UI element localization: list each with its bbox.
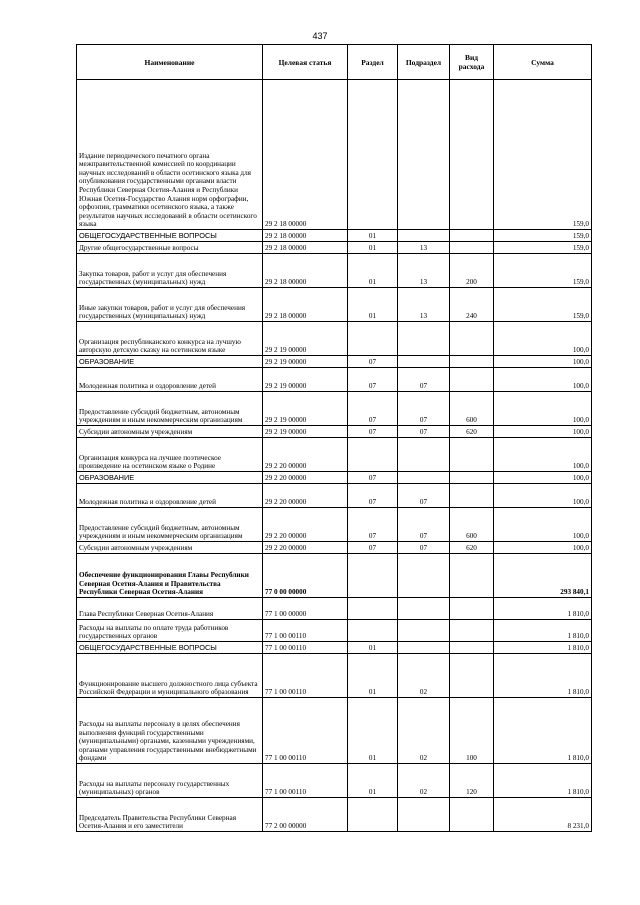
row-expense: 200 bbox=[450, 254, 494, 288]
row-expense: 620 bbox=[450, 542, 494, 554]
row-subsection bbox=[398, 322, 450, 356]
row-subsection: 02 bbox=[398, 654, 450, 698]
row-subsection bbox=[398, 356, 450, 368]
row-section: 01 bbox=[348, 254, 398, 288]
table-row bbox=[77, 642, 592, 654]
row-target: 77 1 00 00000 bbox=[263, 598, 348, 620]
row-amount: 293 840,1 bbox=[494, 554, 592, 598]
row-expense bbox=[450, 356, 494, 368]
row-section: 01 bbox=[348, 288, 398, 322]
row-target: 29 2 20 00000 bbox=[263, 484, 348, 508]
table-row bbox=[77, 230, 592, 242]
row-subsection: 07 bbox=[398, 508, 450, 542]
row-section bbox=[348, 798, 398, 832]
row-amount: 100,0 bbox=[494, 392, 592, 426]
row-section: 01 bbox=[348, 698, 398, 764]
row-name: ОБРАЗОВАНИЕ bbox=[77, 356, 263, 368]
table-row bbox=[77, 484, 592, 508]
row-amount: 8 231,0 bbox=[494, 798, 592, 832]
row-amount: 159,0 bbox=[494, 230, 592, 242]
table-row bbox=[77, 620, 592, 642]
row-expense: 600 bbox=[450, 392, 494, 426]
row-section: 01 bbox=[348, 230, 398, 242]
row-subsection: 07 bbox=[398, 542, 450, 554]
row-name: Расходы на выплаты по оплате труда работников государственных органов bbox=[77, 620, 263, 642]
table-row bbox=[77, 508, 592, 542]
row-subsection: 02 bbox=[398, 764, 450, 798]
row-expense bbox=[450, 554, 494, 598]
row-name: Расходы на выплаты персоналу государственных (муниципальных) органов bbox=[77, 764, 263, 798]
table-row bbox=[77, 598, 592, 620]
row-section bbox=[348, 438, 398, 472]
table-row bbox=[77, 472, 592, 484]
row-expense bbox=[450, 654, 494, 698]
row-amount: 1 810,0 bbox=[494, 654, 592, 698]
row-expense bbox=[450, 80, 494, 230]
row-section: 07 bbox=[348, 508, 398, 542]
table-row bbox=[77, 698, 592, 764]
table-row bbox=[77, 426, 592, 438]
row-subsection bbox=[398, 798, 450, 832]
row-subsection bbox=[398, 472, 450, 484]
row-name: Расходы на выплаты персоналу в целях обеспечения выполнения функций государственными (муниципальными) органами, казенными учреждениями, органами управления государственными внебюджетными фондами bbox=[77, 698, 263, 764]
row-section bbox=[348, 620, 398, 642]
row-target: 29 2 20 00000 bbox=[263, 438, 348, 472]
row-target: 29 2 18 00000 bbox=[263, 80, 348, 230]
table-row bbox=[77, 392, 592, 426]
table-row bbox=[77, 554, 592, 598]
table-row bbox=[77, 798, 592, 832]
header-name: Наименование bbox=[77, 45, 263, 80]
row-name: Другие общегосударственные вопросы bbox=[77, 242, 263, 254]
row-target: 29 2 19 00000 bbox=[263, 368, 348, 392]
row-target: 29 2 18 00000 bbox=[263, 254, 348, 288]
row-section: 07 bbox=[348, 484, 398, 508]
row-name: Предоставление субсидий бюджетным, автономным учреждениям и иным некоммерческим организациям bbox=[77, 508, 263, 542]
row-subsection bbox=[398, 554, 450, 598]
row-amount: 159,0 bbox=[494, 288, 592, 322]
row-section: 01 bbox=[348, 654, 398, 698]
table-row bbox=[77, 80, 592, 230]
header-expense-type bbox=[450, 45, 494, 80]
header-subsection: Подраздел bbox=[398, 45, 450, 80]
row-subsection: 07 bbox=[398, 392, 450, 426]
row-subsection: 07 bbox=[398, 426, 450, 438]
row-expense bbox=[450, 242, 494, 254]
header-amount: Сумма bbox=[494, 45, 592, 80]
table-row bbox=[77, 438, 592, 472]
row-expense: 100 bbox=[450, 698, 494, 764]
row-section: 01 bbox=[348, 242, 398, 254]
row-target: 77 1 00 00110 bbox=[263, 764, 348, 798]
row-amount: 1 810,0 bbox=[494, 764, 592, 798]
row-section bbox=[348, 554, 398, 598]
row-target: 77 1 00 00110 bbox=[263, 698, 348, 764]
row-expense bbox=[450, 798, 494, 832]
row-name: ОБРАЗОВАНИЕ bbox=[77, 472, 263, 484]
table-row bbox=[77, 254, 592, 288]
table-row bbox=[77, 764, 592, 798]
row-expense: 120 bbox=[450, 764, 494, 798]
row-amount: 100,0 bbox=[494, 508, 592, 542]
row-section: 07 bbox=[348, 426, 398, 438]
header-expense-type-line2: расхода bbox=[458, 62, 485, 71]
row-subsection: 02 bbox=[398, 698, 450, 764]
row-section: 01 bbox=[348, 764, 398, 798]
row-subsection: 07 bbox=[398, 484, 450, 508]
row-target: 29 2 19 00000 bbox=[263, 426, 348, 438]
row-target: 77 1 00 00110 bbox=[263, 642, 348, 654]
row-section: 01 bbox=[348, 642, 398, 654]
row-name: Молодежная политика и оздоровление детей bbox=[77, 368, 263, 392]
row-amount: 1 810,0 bbox=[494, 598, 592, 620]
row-name: Издание периодического печатного органа межправительственной комиссией по координации научных исследований в области осетинского языка для опубликования государственными органами власти Республики Северная Осетия-Алания и Республики Южная Осетия-Государство Алания норм орфографии, орфоэпии, грамматики осетинского языка, а также результатов научных исследований в области осетинского языка bbox=[77, 80, 263, 230]
row-expense bbox=[450, 368, 494, 392]
row-amount: 159,0 bbox=[494, 242, 592, 254]
page-number: 437 bbox=[312, 31, 328, 41]
row-target: 77 0 00 00000 bbox=[263, 554, 348, 598]
row-name: Организация конкурса на лучшее поэтическое произведение на осетинском языке о Родине bbox=[77, 438, 263, 472]
row-name: Организация республиканского конкурса на лучшую авторскую детскую сказку на осетинском языке bbox=[77, 322, 263, 356]
row-target: 29 2 19 00000 bbox=[263, 322, 348, 356]
table-row bbox=[77, 368, 592, 392]
row-subsection: 13 bbox=[398, 242, 450, 254]
row-target: 29 2 18 00000 bbox=[263, 288, 348, 322]
table-header-row bbox=[77, 45, 592, 80]
row-target: 77 1 00 00110 bbox=[263, 620, 348, 642]
row-amount: 100,0 bbox=[494, 472, 592, 484]
row-subsection bbox=[398, 230, 450, 242]
row-target: 29 2 18 00000 bbox=[263, 242, 348, 254]
row-section bbox=[348, 598, 398, 620]
row-amount: 100,0 bbox=[494, 368, 592, 392]
row-name: Обеспечение функционирования Главы Республики Северная Осетия-Алания и Правительства Республики Северная Осетия-Алания bbox=[77, 554, 263, 598]
row-name: Субсидии автономным учреждениям bbox=[77, 426, 263, 438]
row-subsection bbox=[398, 80, 450, 230]
row-name: Председатель Правительства Республики Северная Осетия-Алания и его заместители bbox=[77, 798, 263, 832]
row-expense bbox=[450, 484, 494, 508]
row-section: 07 bbox=[348, 356, 398, 368]
row-target: 29 2 20 00000 bbox=[263, 508, 348, 542]
row-amount: 100,0 bbox=[494, 542, 592, 554]
row-amount: 1 810,0 bbox=[494, 620, 592, 642]
row-expense bbox=[450, 620, 494, 642]
table-row bbox=[77, 288, 592, 322]
row-subsection bbox=[398, 642, 450, 654]
row-subsection: 13 bbox=[398, 288, 450, 322]
row-name: Функционирование высшего должностного лица субъекта Российской Федерации и муниципального образования bbox=[77, 654, 263, 698]
row-name: Молодежная политика и оздоровление детей bbox=[77, 484, 263, 508]
row-name: ОБЩЕГОСУДАРСТВЕННЫЕ ВОПРОСЫ bbox=[77, 230, 263, 242]
row-expense bbox=[450, 438, 494, 472]
row-subsection bbox=[398, 598, 450, 620]
row-subsection bbox=[398, 620, 450, 642]
row-target: 29 2 19 00000 bbox=[263, 392, 348, 426]
table-row bbox=[77, 542, 592, 554]
row-expense: 240 bbox=[450, 288, 494, 322]
row-section: 07 bbox=[348, 392, 398, 426]
row-subsection: 13 bbox=[398, 254, 450, 288]
row-expense bbox=[450, 472, 494, 484]
row-expense bbox=[450, 230, 494, 242]
row-section: 07 bbox=[348, 542, 398, 554]
row-amount: 100,0 bbox=[494, 438, 592, 472]
row-target: 77 1 00 00110 bbox=[263, 654, 348, 698]
row-name: Иные закупки товаров, работ и услуг для обеспечения государственных (муниципальных) нужд bbox=[77, 288, 263, 322]
row-amount: 1 810,0 bbox=[494, 642, 592, 654]
table-row bbox=[77, 356, 592, 368]
row-name: Закупка товаров, работ и услуг для обеспечения государственных (муниципальных) нужд bbox=[77, 254, 263, 288]
row-amount: 159,0 bbox=[494, 254, 592, 288]
row-section bbox=[348, 80, 398, 230]
budget-table bbox=[76, 44, 592, 832]
row-target: 29 2 20 00000 bbox=[263, 472, 348, 484]
row-amount: 1 810,0 bbox=[494, 698, 592, 764]
row-target: 77 2 00 00000 bbox=[263, 798, 348, 832]
row-name: Предоставление субсидий бюджетным, автономным учреждениям и иным некоммерческим организациям bbox=[77, 392, 263, 426]
header-target: Целевая статья bbox=[263, 45, 348, 80]
row-section: 07 bbox=[348, 368, 398, 392]
row-name: ОБЩЕГОСУДАРСТВЕННЫЕ ВОПРОСЫ bbox=[77, 642, 263, 654]
row-target: 29 2 19 00000 bbox=[263, 356, 348, 368]
row-section bbox=[348, 322, 398, 356]
row-expense bbox=[450, 322, 494, 356]
row-expense: 600 bbox=[450, 508, 494, 542]
header-section: Раздел bbox=[348, 45, 398, 80]
row-amount: 100,0 bbox=[494, 322, 592, 356]
table-row bbox=[77, 242, 592, 254]
row-expense: 620 bbox=[450, 426, 494, 438]
row-subsection: 07 bbox=[398, 368, 450, 392]
row-name: Субсидии автономным учреждениям bbox=[77, 542, 263, 554]
row-section: 07 bbox=[348, 472, 398, 484]
row-subsection bbox=[398, 438, 450, 472]
header-expense-type-line1: Вид bbox=[464, 53, 479, 62]
row-amount: 159,0 bbox=[494, 80, 592, 230]
table-row bbox=[77, 654, 592, 698]
row-expense bbox=[450, 598, 494, 620]
row-amount: 100,0 bbox=[494, 356, 592, 368]
row-target: 29 2 20 00000 bbox=[263, 542, 348, 554]
row-target: 29 2 18 00000 bbox=[263, 230, 348, 242]
row-name: Глава Республики Северная Осетия-Алания bbox=[77, 598, 263, 620]
row-amount: 100,0 bbox=[494, 484, 592, 508]
row-amount: 100,0 bbox=[494, 426, 592, 438]
row-expense bbox=[450, 642, 494, 654]
table-row bbox=[77, 322, 592, 356]
